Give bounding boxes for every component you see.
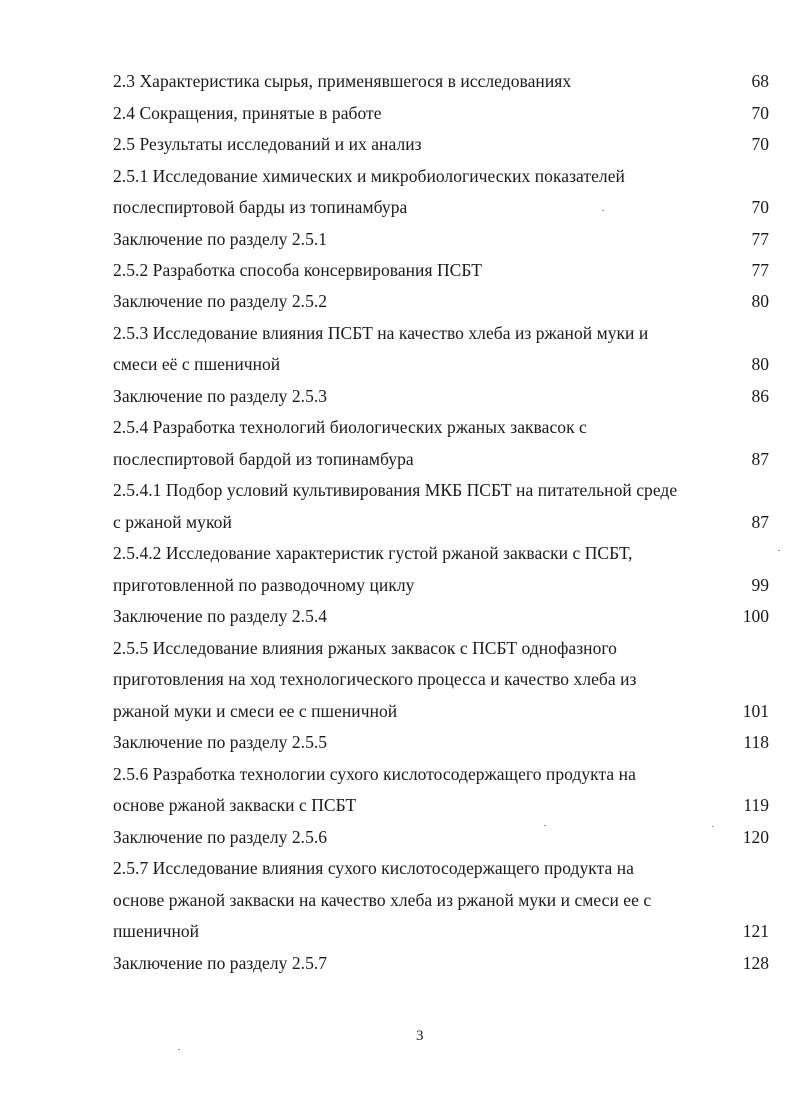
toc-entry-2-5-6-line1: 2.5.6 Разработка технологии сухого кислотосодержащего продукта на	[113, 764, 636, 784]
toc-entry-2-5-7-line2: основе ржаной закваски на качество хлеба из ржаной муки и смеси ее с	[113, 890, 652, 910]
toc-page-2-5-5: 101	[742, 701, 769, 721]
scan-speck	[602, 210, 604, 211]
scan-speck	[712, 826, 714, 827]
toc-entry-2-5-5-line1: 2.5.5 Исследование влияния ржаных заквасок с ПСБТ однофазного	[113, 638, 617, 658]
toc-page-2-5-7: 121	[742, 921, 769, 941]
toc-entry-2-5-7-line1: 2.5.7 Исследование влияния сухого кислотосодержащего продукта на	[113, 858, 634, 878]
toc-entry-2-5-4-1-line2: с ржаной мукой	[113, 512, 232, 532]
toc-entry-2-5-4-2-line2: приготовленной по разводочному циклу	[113, 575, 415, 595]
toc-entry-2-5-5-line2: приготовления на ход технологического процесса и качество хлеба из	[113, 669, 637, 689]
toc-entry-conclusion-2-5-2: Заключение по разделу 2.5.2	[113, 291, 328, 311]
toc-entry-conclusion-2-5-4: Заключение по разделу 2.5.4	[113, 606, 328, 626]
toc-page-2-5-6: 119	[743, 795, 769, 815]
toc-entry-conclusion-2-5-5: Заключение по разделу 2.5.5	[113, 732, 328, 752]
scan-speck	[544, 825, 546, 826]
toc-page-conclusion-2-5-3: 86	[751, 386, 769, 406]
toc-entry-2-5-1-line2: послеспиртовой барды из топинамбура	[113, 197, 408, 217]
toc-entry-2-5-6-line2: основе ржаной закваски с ПСБТ	[113, 795, 357, 815]
toc-entry-2-5-4-2-line1: 2.5.4.2 Исследование характеристик густой ржаной закваски с ПСБТ,	[113, 543, 633, 563]
toc-page-conclusion-2-5-2: 80	[751, 291, 769, 311]
toc-page-2-5-1: 70	[751, 197, 769, 217]
toc-entry-2-5: 2.5 Результаты исследований и их анализ	[113, 134, 422, 154]
toc-entry-conclusion-2-5-1: Заключение по разделу 2.5.1	[113, 229, 328, 249]
toc-entry-2-5-3-line1: 2.5.3 Исследование влияния ПСБТ на качество хлеба из ржаной муки и	[113, 323, 649, 343]
toc-page-2-5-4: 87	[751, 449, 769, 469]
toc-entry-2-5-2: 2.5.2 Разработка способа консервирования ПСБТ	[113, 260, 483, 280]
toc-entry-2-3: 2.3 Характеристика сырья, применявшегося в исследованиях	[113, 71, 572, 91]
toc-entry-conclusion-2-5-3: Заключение по разделу 2.5.3	[113, 386, 328, 406]
toc-page-2-5-4-1: 87	[751, 512, 769, 532]
toc-entry-2-5-3-line2: смеси её с пшеничной	[113, 354, 281, 374]
toc-entry-2-5-4-line2: послеспиртовой бардой из топинамбура	[113, 449, 414, 469]
toc-page-2-5-4-2: 99	[751, 575, 769, 595]
scan-speck	[178, 1049, 180, 1050]
toc-entry-2-5-1-line1: 2.5.1 Исследование химических и микробиологических показателей	[113, 166, 625, 186]
toc-entry-2-5-4-1-line1: 2.5.4.1 Подбор условий культивирования МКБ ПСБТ на питательной среде	[113, 480, 678, 500]
toc-page-conclusion-2-5-7: 128	[742, 953, 769, 973]
toc-entry-2-5-4-line1: 2.5.4 Разработка технологий биологических ржаных заквасок с	[113, 417, 587, 437]
toc-page-conclusion-2-5-6: 120	[742, 827, 769, 847]
toc-page-conclusion-2-5-4: 100	[742, 606, 769, 626]
toc-page-2-4: 70	[751, 103, 769, 123]
scan-speck	[778, 550, 780, 551]
toc-entry-2-4: 2.4 Сокращения, принятые в работе	[113, 103, 382, 123]
toc-entry-2-5-7-line3: пшеничной	[113, 921, 200, 941]
page-number: 3	[416, 1028, 424, 1044]
toc-entry-conclusion-2-5-7: Заключение по разделу 2.5.7	[113, 953, 328, 973]
toc-page-conclusion-2-5-5: 118	[743, 732, 769, 752]
toc-page-conclusion-2-5-1: 77	[751, 229, 769, 249]
toc-page-2-5-3: 80	[751, 354, 769, 374]
toc-page-2-3: 68	[751, 71, 769, 91]
toc-page-2-5-2: 77	[751, 260, 769, 280]
toc-page-2-5: 70	[751, 134, 769, 154]
toc-entry-2-5-5-line3: ржаной муки и смеси ее с пшеничной	[113, 701, 398, 721]
toc-entry-conclusion-2-5-6: Заключение по разделу 2.5.6	[113, 827, 328, 847]
